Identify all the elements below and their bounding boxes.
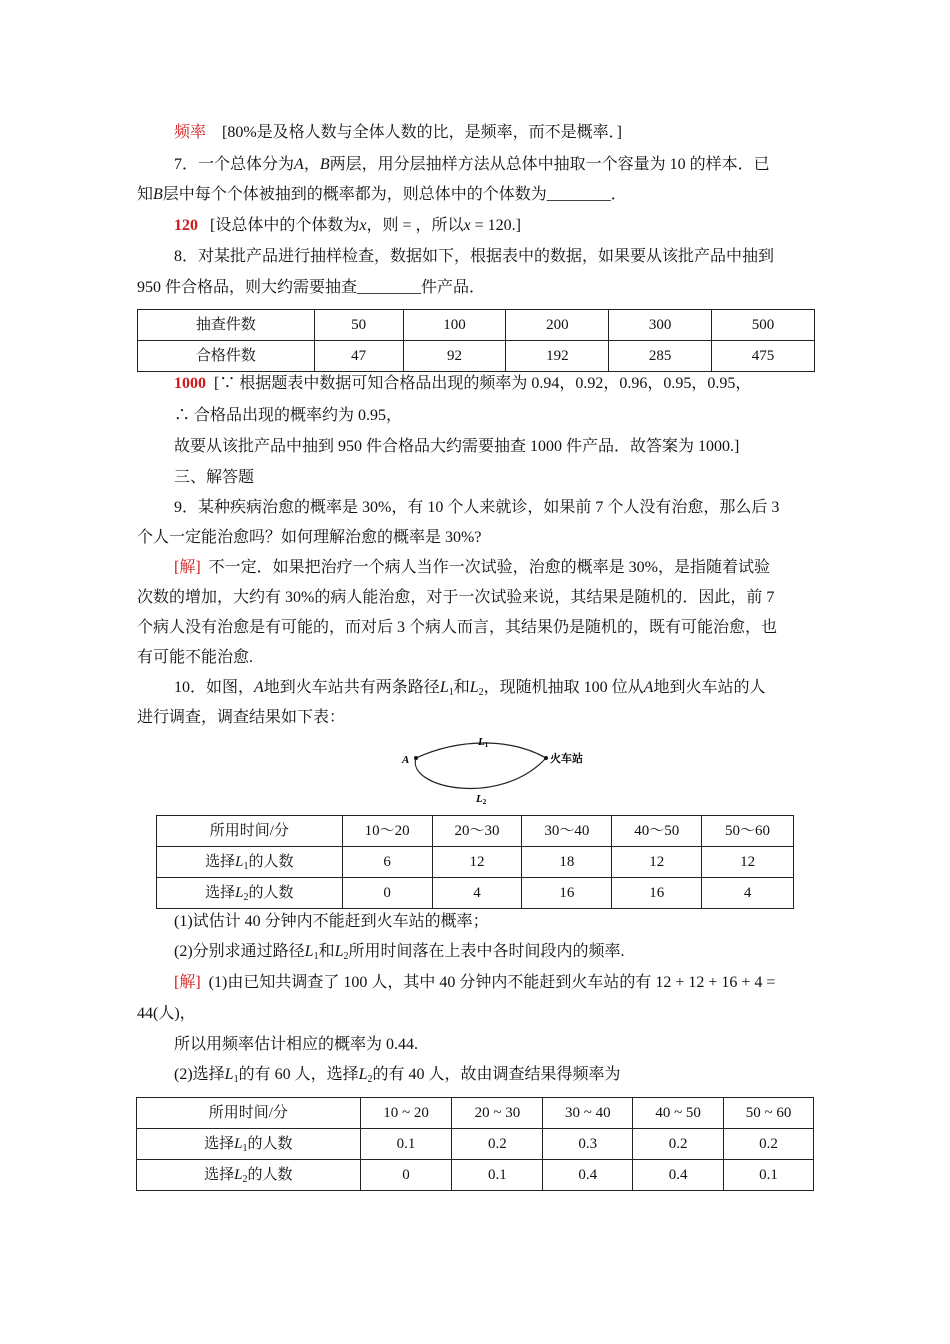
- answer-6: [174, 122, 854, 144]
- var-x: x: [463, 217, 471, 234]
- answer-value: 120: [174, 217, 198, 234]
- answer-9-line4: 有可能不能治愈.: [137, 649, 254, 666]
- table-cell: 所用时间/分: [137, 1098, 361, 1129]
- label-station: 火车站: [550, 752, 583, 765]
- subscript: 2: [243, 892, 249, 903]
- text: 的人数: [248, 885, 294, 901]
- table-cell: 0.4: [633, 1160, 724, 1191]
- text: 不一定．如果把治疗一个病人当作一次试验，治愈的概率是 30%，是指随着试验: [208, 559, 771, 576]
- answer-8-line3: 故要从该批产品中抽到 950 件合格品大约需要抽查 1000 件产品．故答案为 1000.]: [174, 438, 740, 455]
- table-cell: 0.2: [452, 1129, 543, 1160]
- var-l: L: [334, 943, 344, 960]
- var-l: L: [358, 1066, 368, 1083]
- question-10-sub2: [174, 941, 854, 963]
- table-cell: 抽查件数: [138, 310, 315, 341]
- label-l: L: [476, 793, 483, 805]
- table-cell: 40～50: [612, 816, 702, 847]
- table-cell: [137, 1160, 361, 1191]
- var-x: x: [359, 217, 367, 234]
- table-cell: 0.2: [724, 1129, 814, 1160]
- subscript: 2: [478, 687, 484, 698]
- table-cell: 92: [403, 341, 506, 372]
- table-cell: 0.3: [543, 1129, 633, 1160]
- table-row: [157, 816, 794, 847]
- table-cell: 47: [314, 341, 403, 372]
- question-10-sub1: (1)试估计 40 分钟内不能赶到火车站的概率；: [174, 913, 489, 930]
- subscript: 1: [243, 861, 249, 872]
- text: ，现随机抽取 100 位从: [483, 679, 644, 696]
- var-a: A: [643, 679, 654, 696]
- var-l: L: [469, 679, 479, 696]
- subscript: 2: [242, 1174, 248, 1185]
- question-number: 7．: [174, 156, 199, 173]
- table-cell: 0.2: [633, 1129, 724, 1160]
- table-cell: 12: [702, 847, 794, 878]
- text: [设总体中的个体数为: [210, 217, 360, 234]
- question-7-line2: [137, 184, 817, 206]
- subscript: 1: [233, 1074, 239, 1085]
- text: (1)由已知共调查了 100 人，其中 40 分钟内不能赶到火车站的有 12 + 12 + 16 + 4 =: [208, 974, 776, 991]
- table-row: [137, 1160, 814, 1191]
- answer-10-line2: 44(人)，: [137, 1005, 196, 1022]
- label-sub: 1: [484, 741, 489, 749]
- var-l: L: [235, 885, 244, 901]
- var-l: L: [235, 854, 244, 870]
- table-row: [138, 341, 815, 372]
- answer-label: 频率: [174, 124, 207, 141]
- answer-value: 1000: [174, 375, 206, 392]
- text: 层中每个个体被抽到的概率都为，则总体中的个体数为________．: [162, 186, 627, 203]
- text: 地到火车站共有两条路径: [263, 679, 440, 696]
- var-l: L: [234, 1167, 243, 1183]
- table-cell: [157, 878, 343, 909]
- question-7-line1: [174, 154, 854, 176]
- subscript: 2: [343, 951, 349, 962]
- subscript: 2: [367, 1074, 373, 1085]
- question-8-line2: 950 件合格品，则大约需要抽查________件产品．: [137, 279, 486, 296]
- text: ，则 = ，所以: [366, 217, 464, 234]
- answer-10-line4: [174, 1064, 854, 1086]
- route-diagram: [400, 732, 600, 808]
- table-cell: 0.1: [724, 1160, 814, 1191]
- question-9-line2: 个人一定能治愈吗？如何理解治愈的概率是 30%?: [137, 529, 482, 546]
- text: ，: [303, 156, 320, 173]
- table-cell: 16: [612, 878, 702, 909]
- question-9-line1: 9．某种疾病治愈的概率是 30%，有 10 个人来就诊，如果前 7 个人没有治愈，那么后 3: [174, 499, 780, 516]
- label-l1: [477, 736, 489, 749]
- table-row: [157, 878, 794, 909]
- table-cell: 18: [522, 847, 612, 878]
- table-cell: 0.1: [452, 1160, 543, 1191]
- text: 的人数: [247, 1136, 293, 1152]
- var-a: A: [294, 156, 304, 173]
- table-cell: 16: [522, 878, 612, 909]
- text: 地到火车站的人: [653, 679, 766, 696]
- table-cell: 30 ~ 40: [543, 1098, 633, 1129]
- var-l: L: [304, 943, 314, 960]
- table-cell: 50 ~ 60: [724, 1098, 814, 1129]
- table-cell: 192: [506, 341, 609, 372]
- answer-8-line1: [174, 373, 854, 395]
- table-cell: [137, 1129, 361, 1160]
- table-cell: [157, 847, 343, 878]
- text: 10．如图，: [174, 679, 255, 696]
- table-cell: 4: [432, 878, 522, 909]
- table-cell: 100: [403, 310, 506, 341]
- table-cell: 0.4: [543, 1160, 633, 1191]
- answer-9-line2: 次数的增加，大约有 30%的病人能治愈，对于一次试验来说，其结果是随机的．因此，前 7: [137, 589, 775, 606]
- table-cell: 4: [702, 878, 794, 909]
- table-row: [138, 310, 815, 341]
- subscript: 1: [313, 951, 319, 962]
- label-l: L: [478, 736, 485, 748]
- label-sub: 2: [482, 798, 487, 806]
- table-cell: 20 ~ 30: [452, 1098, 543, 1129]
- table-row: [137, 1098, 814, 1129]
- answer-10-line1: [174, 972, 854, 994]
- section-heading: 三、解答题: [174, 469, 255, 486]
- table-cell: 0.1: [360, 1129, 452, 1160]
- var-a: A: [254, 679, 264, 696]
- subscript: 1: [242, 1143, 248, 1154]
- answer-7: [174, 215, 854, 237]
- var-l: L: [234, 1136, 243, 1152]
- text: (2)分别求通过路径: [174, 943, 305, 960]
- table-cell: 475: [712, 341, 815, 372]
- text: 的有 40 人，故由调查结果得频率为: [372, 1066, 621, 1083]
- question-8-line1: 8．对某批产品进行抽样检查，数据如下，根据表中的数据，如果要从该批产品中抽到: [174, 248, 775, 265]
- text: 选择: [205, 885, 236, 901]
- frequency-table: [136, 1097, 814, 1191]
- table-cell: 6: [342, 847, 432, 878]
- var-b: B: [153, 186, 163, 203]
- table-cell: 50: [314, 310, 403, 341]
- table-cell: 合格件数: [138, 341, 315, 372]
- question-10-line2: 进行调查，调查结果如下表：: [137, 709, 346, 726]
- text: 两层，用分层抽样方法从总体中抽取一个容量为 10 的样本．已: [329, 156, 770, 173]
- text: 一个总体分为: [198, 156, 295, 173]
- question-10-line1: [174, 677, 854, 699]
- answer-explanation: [80%是及格人数与全体人数的比，是频率，而不是概率．]: [222, 124, 623, 141]
- var-l: L: [439, 679, 449, 696]
- answer-9-line3: 个病人没有治愈是有可能的，而对后 3 个病人而言，其结果仍是随机的，既有可能治愈，也: [137, 619, 778, 636]
- table-cell: 30～40: [522, 816, 612, 847]
- text: 选择: [204, 1136, 235, 1152]
- text: (2)选择: [174, 1066, 225, 1083]
- answer-8-line2: ∴ 合格品出现的概率约为 0.95，: [174, 407, 403, 424]
- table-cell: 12: [612, 847, 702, 878]
- time-count-table: [156, 815, 794, 909]
- table-cell: 0: [360, 1160, 452, 1191]
- text: = 120.]: [470, 217, 521, 234]
- subscript: 1: [448, 687, 454, 698]
- point-a: [414, 756, 418, 760]
- text: 所用时间落在上表中各时间段内的频率.: [348, 943, 625, 960]
- table-cell: 285: [609, 341, 712, 372]
- answer-9-line1: [174, 557, 854, 579]
- solution-tag: [解]: [174, 559, 201, 576]
- text: 知: [137, 186, 154, 203]
- table-cell: 50～60: [702, 816, 794, 847]
- table-cell: 500: [712, 310, 815, 341]
- table-cell: 10 ~ 20: [360, 1098, 452, 1129]
- var-l: L: [224, 1066, 234, 1083]
- table-cell: 10～20: [342, 816, 432, 847]
- text: 和: [318, 943, 335, 960]
- table-cell: 40 ~ 50: [633, 1098, 724, 1129]
- table-row: [137, 1129, 814, 1160]
- text: 选择: [205, 854, 236, 870]
- sampling-table: [137, 309, 815, 372]
- table-cell: 12: [432, 847, 522, 878]
- text: 的人数: [248, 854, 294, 870]
- answer-10-line3: 所以用频率估计相应的概率为 0.44.: [174, 1036, 419, 1053]
- table-cell: 0: [342, 878, 432, 909]
- table-cell: 所用时间/分: [157, 816, 343, 847]
- path-l2-curve: [415, 758, 546, 788]
- table-cell: 300: [609, 310, 712, 341]
- table-cell: 20～30: [432, 816, 522, 847]
- label-a: A: [402, 754, 410, 766]
- text: 选择: [204, 1167, 235, 1183]
- text: 和: [453, 679, 470, 696]
- table-cell: 200: [506, 310, 609, 341]
- text: [∵ 根据题表中数据可知合格品出现的频率为 0.94，0.92，0.96，0.95，0.95，: [214, 375, 752, 392]
- point-station: [544, 756, 548, 760]
- label-l2: [475, 793, 487, 806]
- text: 的人数: [247, 1167, 293, 1183]
- var-b: B: [319, 156, 330, 173]
- solution-tag: [解]: [174, 974, 201, 991]
- table-row: [157, 847, 794, 878]
- text: 的有 60 人，选择: [238, 1066, 359, 1083]
